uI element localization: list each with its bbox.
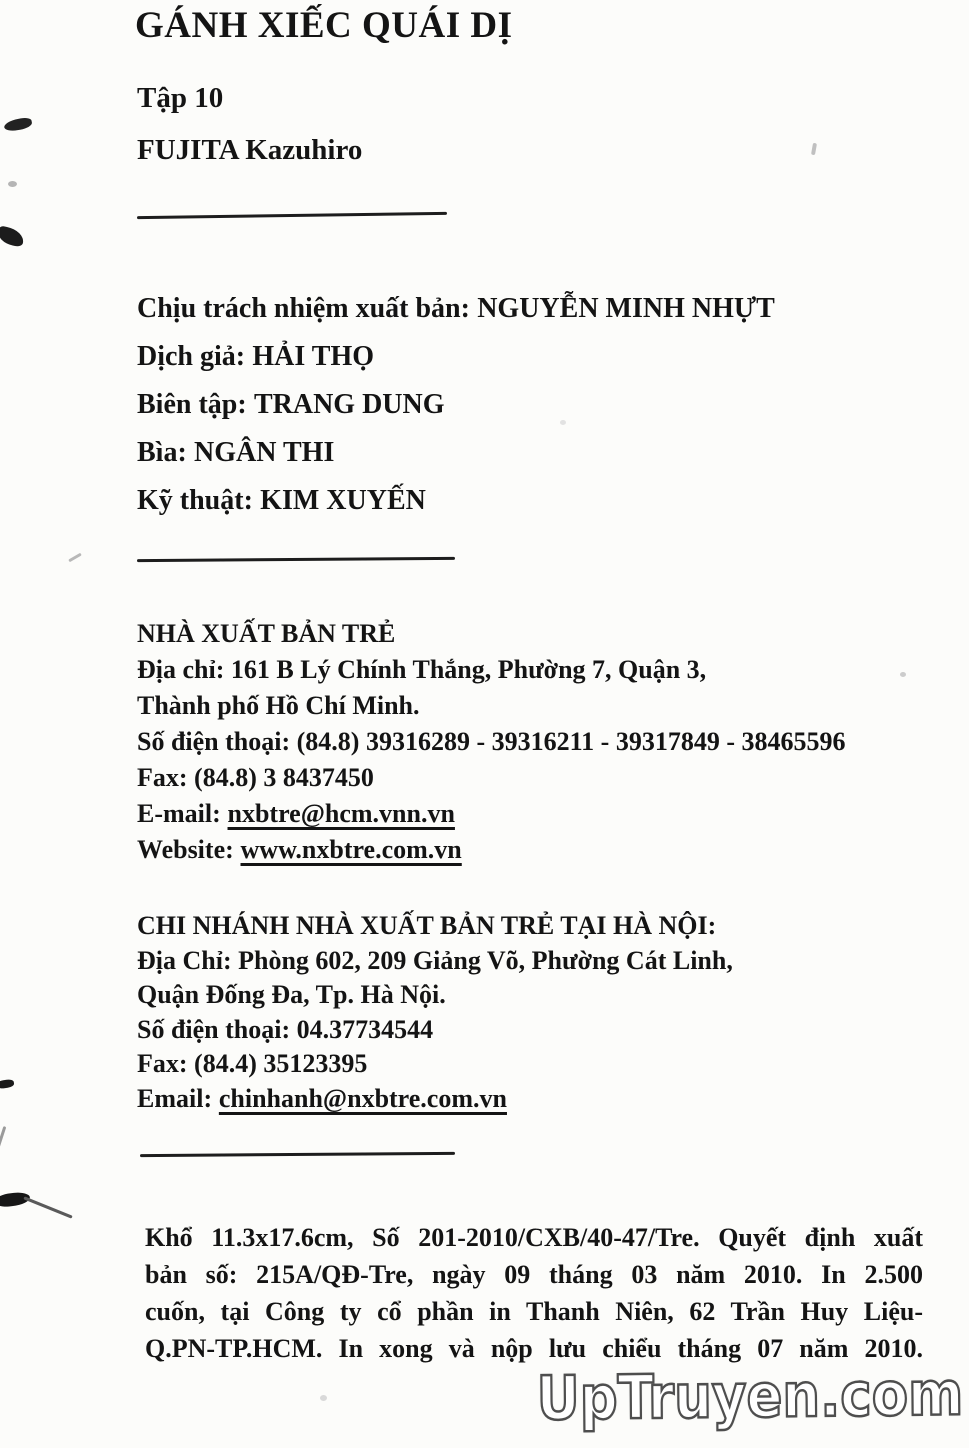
divider-rule <box>137 212 447 219</box>
author-name: FUJITA Kazuhiro <box>137 134 363 166</box>
credit-row-publishing-director <box>137 285 775 333</box>
scan-artifact <box>811 143 817 156</box>
scan-artifact <box>23 1196 72 1218</box>
credit-row-editor <box>137 381 775 429</box>
scan-artifact <box>0 1126 6 1148</box>
publisher-block <box>137 616 846 868</box>
credit-label: Kỹ thuật: <box>137 485 253 516</box>
scan-artifact <box>8 181 17 187</box>
publisher-email-link: nxbtre@hcm.vnn.vn <box>227 799 455 828</box>
credit-value: KIM XUYẾN <box>260 485 426 516</box>
divider-rule <box>137 557 455 562</box>
colophon-line: Q.PN-TP.HCM. In xong và nộp lưu chiểu tháng 07 năm 2010. <box>145 1334 923 1363</box>
credit-label: Biên tập: <box>137 389 247 420</box>
email-label: E-mail: <box>137 799 221 828</box>
scan-artifact <box>0 1191 31 1207</box>
credit-row-translator <box>137 333 775 381</box>
print-colophon <box>145 1219 923 1367</box>
credit-row-cover <box>137 429 775 477</box>
credit-value: NGÂN THI <box>194 437 335 468</box>
volume-label: Tập 10 <box>137 82 224 114</box>
colophon-line: cuốn, tại Công ty cổ phần in Thanh Niên, 62 Trần Huy Liệu- <box>145 1297 923 1326</box>
branch-block <box>137 909 733 1116</box>
scan-artifact <box>68 553 82 563</box>
publisher-address-line-1: Địa chỉ: 161 B Lý Chính Thắng, Phường 7, Quận 3, <box>137 655 707 684</box>
colophon-line: Khổ 11.3x17.6cm, Số 201-2010/CXB/40-47/Tre. Quyết định xuất <box>145 1223 923 1252</box>
website-label: Website: <box>137 835 234 864</box>
publisher-fax: Fax: (84.8) 3 8437450 <box>137 763 374 792</box>
publisher-address-line-2: Thành phố Hồ Chí Minh. <box>137 691 420 720</box>
branch-name: CHI NHÁNH NHÀ XUẤT BẢN TRẺ TẠI HÀ NỘI: <box>137 911 717 940</box>
watermark-text: UpTruyen.com <box>536 1359 964 1435</box>
publisher-name: NHÀ XUẤT BẢN TRẺ <box>137 619 396 648</box>
credits-block <box>137 285 775 525</box>
scan-artifact <box>0 1079 14 1089</box>
branch-phone: Số điện thoại: 04.37734544 <box>137 1014 434 1044</box>
credit-value: NGUYỄN MINH NHỰT <box>477 293 775 324</box>
colophon-line: bản số: 215A/QĐ-Tre, ngày 09 tháng 03 năm 2010. In 2.500 <box>145 1260 923 1289</box>
page-title: GÁNH XIẾC QUÁI DỊ <box>135 5 513 46</box>
branch-address-line-2: Quận Đống Đa, Tp. Hà Nội. <box>137 980 446 1009</box>
credit-value: HẢI THỌ <box>252 341 374 372</box>
scan-artifact <box>3 117 32 133</box>
credit-row-technical <box>137 477 775 525</box>
scan-artifact <box>900 672 906 677</box>
publisher-website-row <box>137 832 846 868</box>
credit-label: Dịch giả: <box>137 341 246 372</box>
branch-address-line-1: Địa Chỉ: Phòng 602, 209 Giảng Võ, Phường Cát Linh, <box>137 945 733 975</box>
branch-email-row <box>137 1082 733 1117</box>
email-label: Email: <box>137 1083 213 1113</box>
branch-fax: Fax: (84.4) 35123395 <box>137 1049 368 1078</box>
credit-label: Chịu trách nhiệm xuất bản: <box>137 293 470 324</box>
branch-email-link: chinhanh@nxbtre.com.vn <box>218 1083 507 1113</box>
publisher-website-link: www.nxbtre.com.vn <box>240 835 462 864</box>
publisher-email-row <box>137 796 846 832</box>
publisher-phone: Số điện thoại: (84.8) 39316289 - 39316211 - 39317849 - 38465596 <box>137 727 846 756</box>
scan-artifact <box>320 1395 327 1401</box>
credit-value: TRANG DUNG <box>253 389 445 420</box>
scan-artifact <box>0 225 25 247</box>
credit-label: Bìa: <box>137 437 187 468</box>
divider-rule <box>140 1152 455 1157</box>
